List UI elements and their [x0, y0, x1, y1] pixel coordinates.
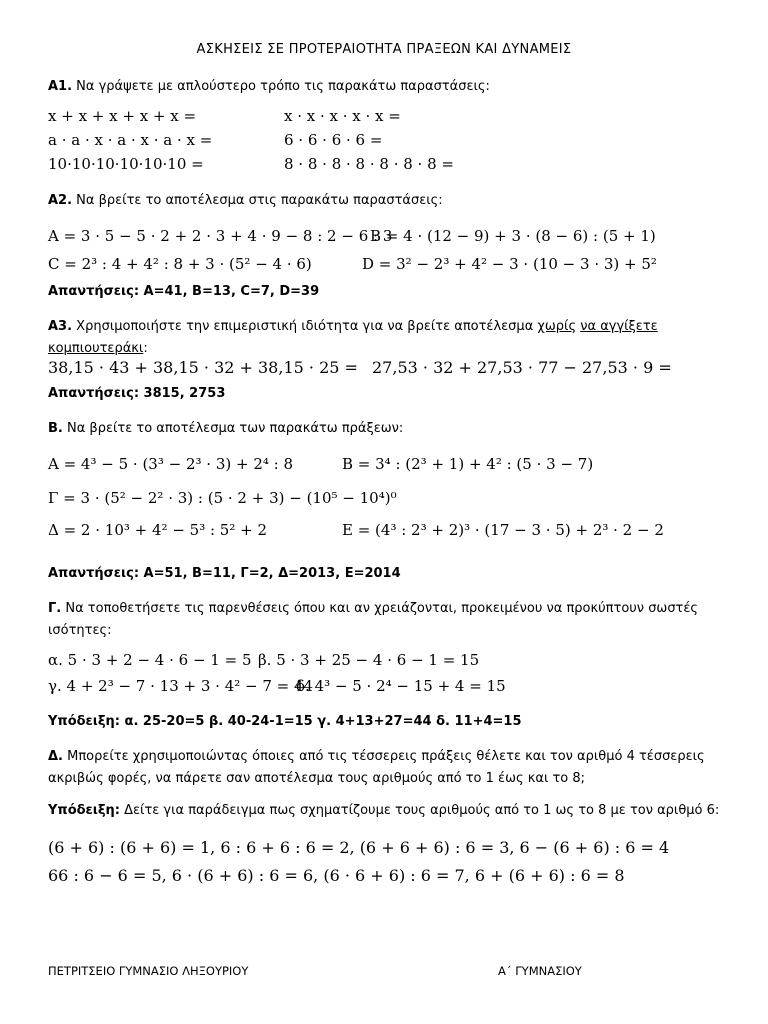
section-d-instructions: [48, 746, 728, 790]
section-a2-label: Α2.: [48, 193, 73, 208]
g-hint: Υπόδειξη: α. 25-20=5 β. 40-24-1=15 γ. 4+13+27=44 δ. 11+4=15: [48, 714, 522, 729]
section-g-instructions: [48, 598, 728, 642]
a2-expr-d: D = 3² − 2³ + 4² − 3 · (10 − 3 · 3) + 5²: [362, 255, 657, 273]
section-d-hint-text: Δείτε για παράδειγμα πως σχηματίζουμε τους αριθμούς από το 1 ως το 8 με τον αριθμό 6:: [120, 803, 720, 818]
g-expr-alpha: α. 5 · 3 + 2 − 4 · 6 − 1 = 5: [48, 651, 252, 669]
section-d-label: Δ.: [48, 749, 63, 764]
section-g-text: Να τοποθετήσετε τις παρενθέσεις όπου και αν χρειάζονται, προκειμένου να προκύπτουν σωστές ισότητες:: [48, 601, 699, 638]
b-expr-g: Γ = 3 · (5² − 2² · 3) : (5 · 2 + 3) − (10⁵ − 10⁴)⁰: [48, 489, 397, 507]
section-d-hint-label: Υπόδειξη:: [48, 803, 120, 818]
section-a1-text: Να γράψετε με απλούστερο τρόπο τις παρακάτω παραστάσεις:: [72, 79, 490, 94]
section-a2-text: Να βρείτε το αποτέλεσμα στις παρακάτω παραστάσεις:: [72, 193, 443, 208]
a1-left-expr-3: 10·10·10·10·10·10 =: [48, 155, 204, 173]
a3-expr-2: 27,53 · 32 + 27,53 · 77 − 27,53 · 9 =: [372, 358, 672, 377]
b-expr-d: Δ = 2 · 10³ + 4² − 5³ : 5² + 2: [48, 521, 268, 539]
section-a3-underline-1: χωρίς: [537, 319, 577, 334]
g-expr-gamma: γ. 4 + 2³ − 7 · 13 + 3 · 4² − 7 = 44: [48, 677, 314, 695]
a1-right-expr-2: 6 · 6 · 6 · 6 =: [284, 131, 383, 149]
a2-expr-c: C = 2³ : 4 + 4² : 8 + 3 · (5² − 4 · 6): [48, 255, 312, 273]
section-a1-instructions: [48, 76, 728, 98]
a2-expr-b: B = 4 · (12 − 9) + 3 · (8 − 6) : (5 + 1): [370, 227, 656, 245]
a3-expr-1: 38,15 · 43 + 38,15 · 32 + 38,15 · 25 =: [48, 358, 358, 377]
b-expr-e: Ε = (4³ : 2³ + 2)³ · (17 − 3 · 5) + 2³ · 2 − 2: [342, 521, 664, 539]
g-expr-delta: δ. 4³ − 5 · 2⁴ − 15 + 4 = 15: [296, 677, 506, 695]
section-a3-text-end: :: [143, 341, 148, 356]
d-example-row-1: (6 + 6) : (6 + 6) = 1, 6 : 6 + 6 : 6 = 2, (6 + 6 + 6) : 6 = 3, 6 − (6 + 6) : 6 = 4: [48, 838, 670, 857]
section-b-text: Να βρείτε το αποτέλεσμα των παρακάτω πράξεων:: [62, 421, 404, 436]
a1-left-expr-1: x + x + x + x + x =: [48, 107, 197, 125]
a2-answers: Απαντήσεις: Α=41, Β=13, C=7, D=39: [48, 284, 320, 299]
section-b-label: Β.: [48, 421, 63, 436]
d-example-row-2: 66 : 6 − 6 = 5, 6 · (6 + 6) : 6 = 6, (6 · 6 + 6) : 6 = 7, 6 + (6 + 6) : 6 = 8: [48, 866, 625, 885]
footer-school: ΠΕΤΡΙΤΣΕΙΟ ΓΥΜΝΑΣΙΟ ΛΗΞΟΥΡΙΟΥ: [48, 964, 249, 978]
a1-right-expr-3: 8 · 8 · 8 · 8 · 8 · 8 · 8 =: [284, 155, 454, 173]
section-a1-label: Α1.: [48, 79, 73, 94]
section-a3-instructions: [48, 316, 728, 360]
b-answers: Απαντήσεις: Α=51, Β=11, Γ=2, Δ=2013, Ε=2014: [48, 566, 401, 581]
a2-expr-a: A = 3 · 5 − 5 · 2 + 2 · 3 + 4 · 9 − 8 : 2 − 6 : 3: [48, 227, 393, 245]
b-expr-b: B = 3⁴ : (2³ + 1) + 4² : (5 · 3 − 7): [342, 455, 594, 473]
section-a3-text: Χρησιμοποιήστε την επιμεριστική ιδιότητα για να βρείτε αποτέλεσμα: [72, 319, 538, 334]
section-a2-instructions: [48, 190, 728, 212]
section-d-hint: [48, 800, 728, 822]
a3-answers: Απαντήσεις: 3815, 2753: [48, 386, 226, 401]
section-b-instructions: [48, 418, 728, 440]
section-g-label: Γ.: [48, 601, 62, 616]
section-a3-underline-2: να αγγίξετε κομπιουτεράκι: [48, 319, 658, 356]
section-d-text: Μπορείτε χρησιμοποιώντας όποιες από τις τέσσερεις πράξεις θέλετε και τον αριθμό 4 τέσσερεις ακριβώς φορές, να πάρετε σαν αποτέλεσμα τους αριθμούς από το 1 έως και το 8;: [48, 749, 705, 786]
b-expr-a: A = 4³ − 5 · (3³ − 2³ · 3) + 2⁴ : 8: [48, 455, 294, 473]
page-title: ΑΣΚΗΣΕΙΣ ΣΕ ΠΡΟΤΕΡΑΙΟΤΗΤΑ ΠΡΑΞΕΩΝ ΚΑΙ ΔΥΝΑΜΕΙΣ: [196, 42, 572, 57]
g-expr-beta: β. 5 · 3 + 25 − 4 · 6 − 1 = 15: [258, 651, 480, 669]
section-a3-label: Α3.: [48, 319, 73, 334]
a1-left-expr-2: a · a · x · a · x · a · x =: [48, 131, 213, 149]
a1-right-expr-1: x · x · x · x · x =: [284, 107, 401, 125]
footer-grade: Α΄ ΓΥΜΝΑΣΙΟΥ: [498, 964, 582, 978]
